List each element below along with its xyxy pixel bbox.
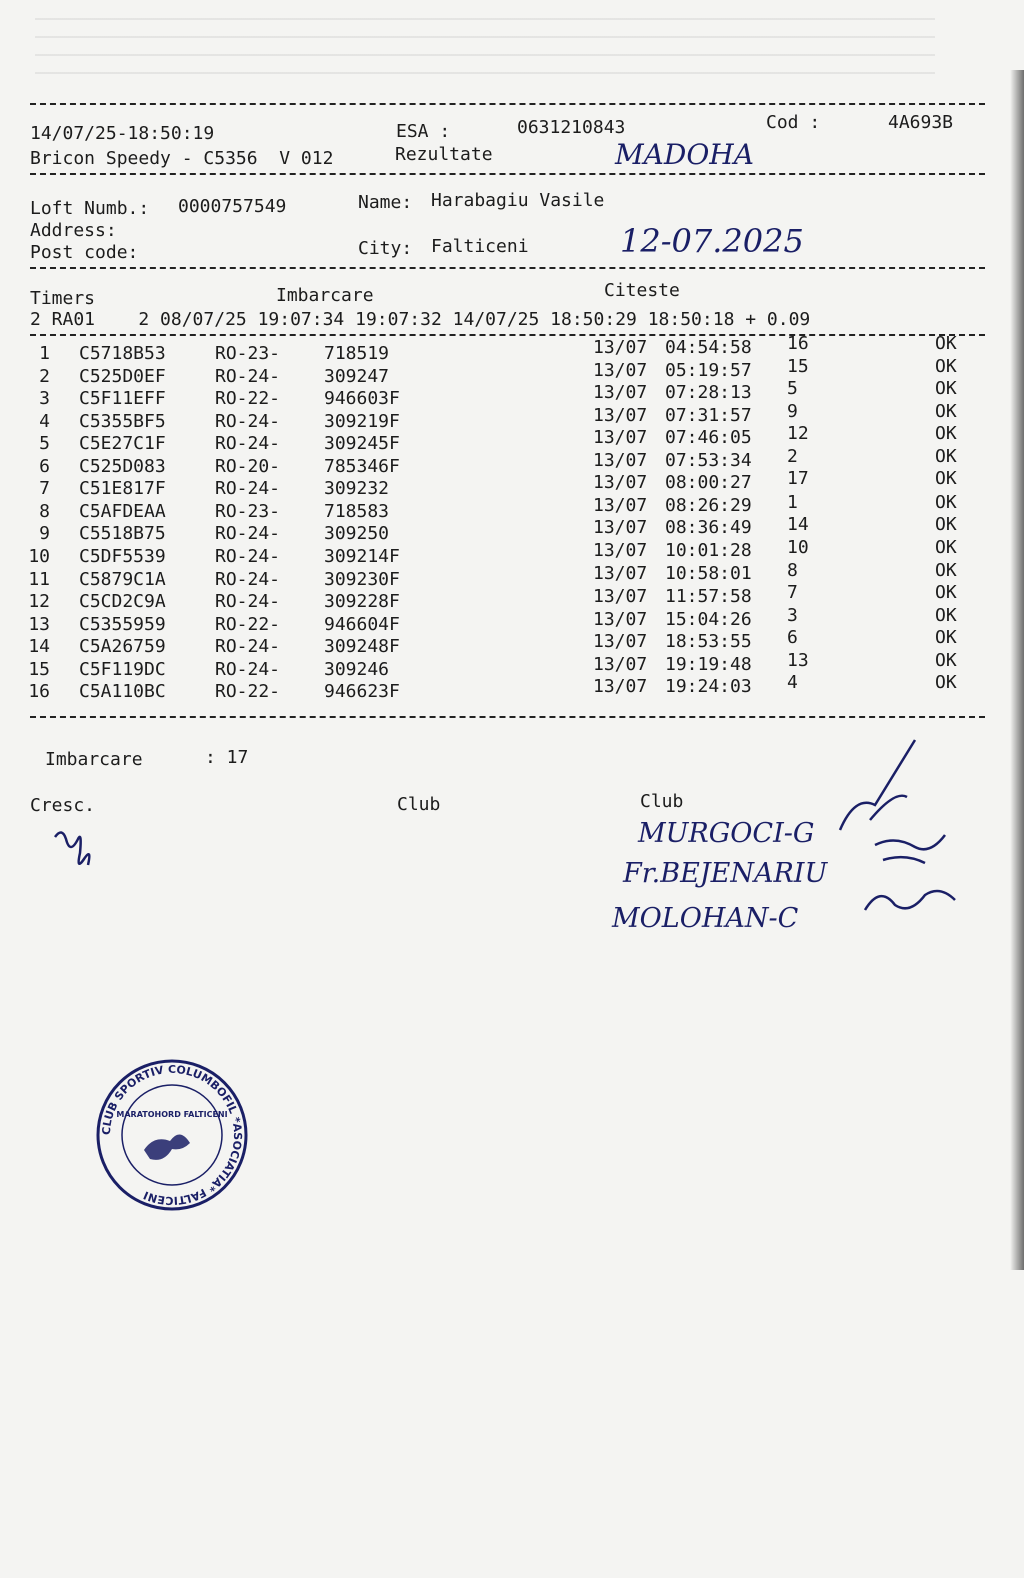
- result-time: 05:19:57: [665, 359, 752, 381]
- result-pos: 10: [787, 536, 809, 558]
- result-n: 5: [39, 433, 50, 455]
- esa-value: 0631210843: [517, 117, 626, 138]
- name-label: Name:: [358, 192, 413, 213]
- result-row: [0, 536, 1024, 569]
- handwritten-name-1: MURGOCI-G: [638, 818, 815, 849]
- divider-header: [30, 173, 985, 175]
- result-row: [0, 423, 1024, 456]
- result-status: OK: [935, 627, 957, 649]
- rezultate-label: Rezultate: [395, 144, 493, 165]
- result-chip: C5DF5539: [79, 545, 166, 567]
- result-status: OK: [935, 445, 957, 467]
- result-date: 13/07: [593, 517, 648, 539]
- result-ring: RO-24-: [215, 636, 281, 658]
- result-pos: 15: [787, 355, 809, 377]
- result-n: 13: [28, 613, 50, 635]
- result-time: 10:01:28: [665, 539, 752, 561]
- result-status: OK: [935, 333, 957, 354]
- result-n: 4: [39, 410, 50, 432]
- result-chip: C5CD2C9A: [79, 591, 166, 613]
- result-ring: RO-22-: [215, 681, 281, 703]
- result-status: OK: [935, 672, 957, 694]
- result-date: 13/07: [593, 494, 648, 516]
- result-row: [0, 559, 1024, 592]
- result-ring: RO-24-: [215, 658, 281, 680]
- result-row: [0, 445, 1024, 479]
- result-time: 19:19:48: [665, 653, 752, 675]
- divider-owner: [30, 267, 985, 269]
- result-ring: RO-24-: [215, 523, 281, 545]
- result-date: 13/07: [593, 427, 648, 449]
- result-ring: RO-24-: [215, 568, 281, 590]
- result-pos: 4: [787, 672, 798, 694]
- result-date: 13/07: [593, 539, 648, 561]
- city-value: Falticeni: [431, 236, 529, 257]
- result-row: [0, 355, 1024, 389]
- result-status: OK: [935, 604, 957, 626]
- result-time: 07:28:13: [665, 382, 752, 404]
- result-n: 8: [39, 500, 50, 522]
- result-row: [0, 582, 1024, 614]
- result-num: 946604F: [324, 613, 400, 635]
- cresc-signature: [50, 825, 110, 875]
- result-status: OK: [935, 355, 957, 377]
- result-n: 6: [39, 455, 50, 477]
- result-time: 07:46:05: [665, 427, 752, 449]
- result-ring: RO-24-: [215, 365, 281, 387]
- result-chip: C5A110BC: [79, 681, 166, 703]
- result-num: 718519: [324, 343, 390, 364]
- result-row: [0, 604, 1024, 637]
- result-pos: 9: [787, 400, 798, 422]
- result-ring: RO-23-: [215, 500, 281, 522]
- result-status: OK: [935, 400, 957, 422]
- result-pos: 16: [787, 333, 809, 354]
- result-num: 309214F: [324, 545, 400, 567]
- result-pos: 17: [787, 468, 809, 490]
- result-status: OK: [935, 423, 957, 445]
- result-status: OK: [935, 491, 957, 513]
- result-n: 1: [39, 343, 50, 364]
- result-ring: RO-24-: [215, 433, 281, 455]
- result-date: 13/07: [593, 359, 648, 381]
- result-pos: 1: [787, 491, 798, 513]
- divider-top: [30, 103, 985, 105]
- result-status: OK: [935, 514, 957, 536]
- result-status: OK: [935, 559, 957, 581]
- result-time: 08:00:27: [665, 472, 752, 494]
- result-num: 309230F: [324, 568, 400, 590]
- bleed-through-texture: [35, 18, 935, 78]
- result-date: 13/07: [593, 653, 648, 675]
- result-chip: C5F11EFF: [79, 388, 166, 410]
- club-label-2: Club: [640, 791, 684, 812]
- result-time: 10:58:01: [665, 562, 752, 584]
- result-ring: RO-22-: [215, 388, 281, 410]
- club-stamp: [92, 1055, 252, 1215]
- result-num: 309246: [324, 658, 390, 680]
- result-chip: C5AFDEAA: [79, 500, 166, 522]
- result-n: 15: [28, 658, 50, 680]
- result-row: [0, 649, 1024, 682]
- result-pos: 6: [787, 627, 798, 649]
- result-chip: C5A26759: [79, 636, 166, 658]
- cod-value: 4A693B: [888, 112, 954, 133]
- result-row: [0, 672, 1024, 704]
- result-date: 13/07: [593, 337, 648, 358]
- result-date: 13/07: [593, 631, 648, 653]
- result-n: 3: [39, 388, 50, 410]
- result-num: 309228F: [324, 591, 400, 613]
- city-label: City:: [358, 238, 413, 259]
- result-num: 309245F: [324, 433, 400, 455]
- timers-label: Timers: [30, 288, 96, 309]
- result-time: 07:31:57: [665, 404, 752, 426]
- result-ring: RO-24-: [215, 410, 281, 432]
- result-chip: C5718B53: [79, 343, 166, 364]
- result-row: [0, 333, 1024, 366]
- result-status: OK: [935, 468, 957, 490]
- result-ring: RO-23-: [215, 343, 281, 364]
- imbarcare-count: : 17: [205, 747, 249, 768]
- result-chip: C5355BF5: [79, 410, 166, 432]
- address-label: Address:: [30, 220, 117, 241]
- result-chip: C525D0EF: [79, 365, 166, 387]
- divider-timers: [30, 334, 985, 336]
- club-label-1: Club: [397, 794, 441, 815]
- result-n: 10: [28, 545, 50, 567]
- result-chip: C5518B75: [79, 523, 166, 545]
- result-chip: C5E27C1F: [79, 433, 166, 455]
- result-n: 7: [39, 478, 50, 500]
- result-n: 9: [39, 523, 50, 545]
- result-n: 11: [28, 568, 50, 590]
- handwritten-place: MADOHA: [615, 138, 754, 171]
- result-pos: 5: [787, 378, 798, 400]
- cod-label: Cod :: [766, 112, 821, 133]
- result-num: 309232: [324, 478, 390, 500]
- result-time: 08:26:29: [665, 494, 752, 516]
- result-pos: 3: [787, 604, 798, 626]
- result-time: 08:36:49: [665, 517, 752, 539]
- result-chip: C5355959: [79, 613, 166, 635]
- result-date: 13/07: [593, 586, 648, 608]
- result-chip: C525D083: [79, 455, 166, 477]
- result-row: [0, 491, 1024, 524]
- result-status: OK: [935, 582, 957, 604]
- result-chip: C5879C1A: [79, 568, 166, 590]
- postcode-label: Post code:: [30, 242, 139, 263]
- result-num: 785346F: [324, 455, 400, 477]
- result-date: 13/07: [593, 472, 648, 494]
- result-row: [0, 514, 1024, 546]
- result-date: 13/07: [593, 449, 648, 471]
- result-status: OK: [935, 649, 957, 671]
- result-row: [0, 400, 1024, 434]
- loft-value: 0000757549: [178, 196, 287, 217]
- result-num: 718583: [324, 500, 390, 522]
- imbarcare-header: Imbarcare: [276, 285, 374, 306]
- result-chip: C51E817F: [79, 478, 166, 500]
- result-date: 13/07: [593, 608, 648, 630]
- result-n: 16: [28, 681, 50, 703]
- result-time: 07:53:34: [665, 449, 752, 471]
- result-date: 13/07: [593, 562, 648, 584]
- divider-results: [30, 716, 985, 718]
- stamp-outer-text: CLUB SPORTIV COLUMBOFIL *ASOCIATIA* FALTICENI: [99, 1062, 245, 1208]
- result-num: 309248F: [324, 636, 400, 658]
- result-time: 18:53:55: [665, 631, 752, 653]
- result-pos: 13: [787, 649, 809, 671]
- result-row: [0, 468, 1024, 501]
- result-num: 309250: [324, 523, 390, 545]
- result-time: 04:54:58: [665, 337, 752, 358]
- result-n: 14: [28, 636, 50, 658]
- result-num: 946623F: [324, 681, 400, 703]
- result-ring: RO-24-: [215, 591, 281, 613]
- result-num: 309247: [324, 365, 390, 387]
- result-pos: 12: [787, 423, 809, 445]
- stamp-inner-text: MARATOHORD FALTICENI: [116, 1110, 228, 1119]
- imbarcare-footer-label: Imbarcare: [45, 749, 143, 770]
- result-n: 12: [28, 591, 50, 613]
- result-chip: C5F119DC: [79, 658, 166, 680]
- result-status: OK: [935, 536, 957, 558]
- device-info: Bricon Speedy - C5356 V 012: [30, 148, 334, 169]
- result-n: 2: [39, 365, 50, 387]
- name-value: Harabagiu Vasile: [431, 190, 605, 211]
- print-timestamp: 14/07/25-18:50:19: [30, 123, 215, 144]
- result-pos: 8: [787, 559, 798, 581]
- result-time: 19:24:03: [665, 676, 752, 698]
- result-row: [0, 378, 1024, 411]
- citeste-header: Citeste: [604, 280, 680, 301]
- handwritten-name-3: MOLOHAN-C: [612, 903, 799, 934]
- result-status: OK: [935, 378, 957, 400]
- result-num: 946603F: [324, 388, 400, 410]
- club-signatures: [835, 735, 965, 925]
- result-date: 13/07: [593, 676, 648, 698]
- loft-label: Loft Numb.:: [30, 198, 150, 219]
- result-time: 11:57:58: [665, 586, 752, 608]
- result-ring: RO-24-: [215, 478, 281, 500]
- result-pos: 7: [787, 582, 798, 604]
- result-date: 13/07: [593, 404, 648, 426]
- handwritten-name-2: Fr.BEJENARIU: [623, 858, 828, 889]
- result-num: 309219F: [324, 410, 400, 432]
- esa-label: ESA :: [396, 121, 451, 142]
- timers-values: 2 RA01 2 08/07/25 19:07:34 19:07:32 14/07/25 18:50:29 18:50:18 + 0.09: [30, 309, 811, 330]
- result-time: 15:04:26: [665, 608, 752, 630]
- result-row: [0, 627, 1024, 659]
- cresc-label: Cresc.: [30, 795, 96, 816]
- result-pos: 2: [787, 445, 798, 467]
- result-ring: RO-24-: [215, 545, 281, 567]
- result-pos: 14: [787, 514, 809, 536]
- handwritten-date: 12-07.2025: [620, 222, 804, 260]
- result-ring: RO-22-: [215, 613, 281, 635]
- result-ring: RO-20-: [215, 455, 281, 477]
- result-date: 13/07: [593, 382, 648, 404]
